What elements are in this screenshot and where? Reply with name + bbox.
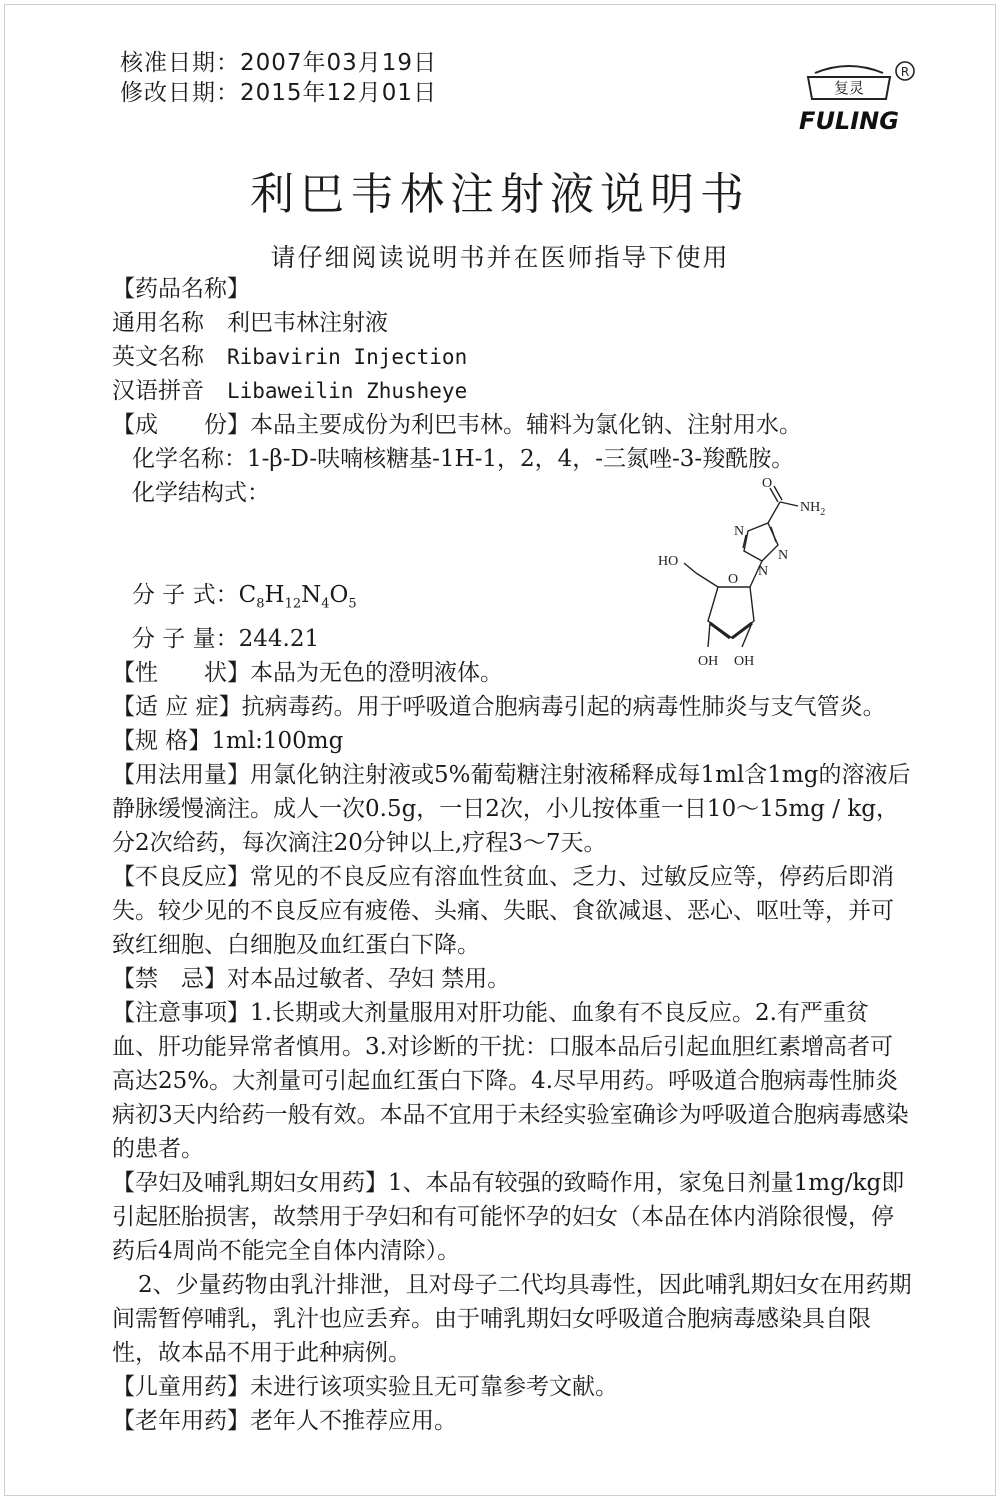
dosage-text: 用氯化钠注射液或5%葡萄糖注射液稀释成每1ml含1mg的溶液后静脉缓慢滴注。成人一次0.5g，一日2次，小儿按体重一日10～15mg / kg，分2次给药，每次滴注20分钟以上,疗程3～7天。 <box>112 761 911 856</box>
adverse-text: 常见的不良反应有溶血性贫血、乏力、过敏反应等，停药后即消失。较少见的不良反应有疲倦、头痛、失眠、食欲减退、恶心、呕吐等，并可致红细胞、白细胞及血红蛋白下降。 <box>112 863 894 958</box>
pregnancy-row <box>112 1166 912 1268</box>
header-dates <box>120 48 437 108</box>
adverse-heading: 【不良反应】 <box>112 863 250 890</box>
struct-ho: HO <box>658 554 679 569</box>
geriatric-row <box>112 1404 912 1438</box>
english-name-value: Ribavirin Injection <box>227 345 468 369</box>
struct-n-bottom: N <box>758 564 769 579</box>
formula-h: H <box>264 582 285 608</box>
revision-date: 修改日期：2015年12月01日 <box>120 80 438 106</box>
generic-name-label: 通用名称 <box>112 310 204 336</box>
page-title: 利巴韦林注射液说明书 <box>250 169 750 220</box>
composition-heading: 【成 份】 <box>112 412 250 438</box>
pregnancy-heading: 【孕妇及哺乳期妇女用药】 <box>112 1169 388 1196</box>
precautions-row <box>112 996 912 1166</box>
precautions-heading: 【注意事项】 <box>112 999 250 1026</box>
approval-date: 核准日期：2007年03月19日 <box>120 50 438 76</box>
english-name-label: 英文名称 <box>112 344 204 370</box>
formula-label: 分 子 式： <box>132 582 239 608</box>
pregnancy-text-2: 2、少量药物由乳汁排泄，且对母子二代均具毒性，因此哺乳期妇女在用药期间需暂停哺乳，乳汁也应丢弃。由于哺乳期妇女呼吸道合胞病毒感染具自限性，故本品不用于此种病例。 <box>112 1271 912 1366</box>
struct-n-right: N <box>778 548 789 563</box>
indications-heading: 【适 应 症】 <box>112 693 242 720</box>
pinyin-value: Libaweilin Zhusheye <box>227 379 468 403</box>
pinyin-row <box>112 374 912 408</box>
molecular-weight: 分 子 量：244.21 <box>132 625 320 652</box>
composition-text: 本品主要成份为利巴韦林。辅料为氯化钠、注射用水。 <box>250 412 802 438</box>
pediatric-heading: 【儿童用药】 <box>112 1373 250 1400</box>
fuling-logo <box>790 55 920 135</box>
formula-n: N <box>301 582 322 608</box>
english-name-row <box>112 340 912 374</box>
specification-text: 1ml:100mg <box>211 727 344 754</box>
formula-o-count: 5 <box>348 596 357 612</box>
contraindications-row <box>112 962 912 996</box>
properties-heading: 【性 状】 <box>112 659 250 686</box>
adverse-row <box>112 860 912 962</box>
dosage-row <box>112 758 912 860</box>
formula-c-count: 8 <box>256 596 265 612</box>
logo-registered: R <box>900 65 910 79</box>
geriatric-text: 老年人不推荐应用。 <box>250 1407 457 1434</box>
struct-oh-right: OH <box>734 654 755 669</box>
structure-label: 化学结构式： <box>132 480 270 506</box>
struct-o-carbonyl: O <box>762 476 773 491</box>
formula-value <box>238 582 357 612</box>
contraindications-heading: 【禁 忌】 <box>112 965 227 992</box>
logo-brand-en: FULING <box>799 107 899 135</box>
specification-row <box>112 724 912 758</box>
page-subtitle: 请仔细阅读说明书并在医师指导下使用 <box>270 243 730 272</box>
formula-h-count: 12 <box>284 596 302 612</box>
chemical-name: 化学名称：1-β-D-呋喃核糖基-1H-1，2，4，-三氮唑-3-羧酰胺。 <box>132 446 795 472</box>
indications-row <box>112 690 912 724</box>
pediatric-text: 未进行该项实验且无可靠参考文献。 <box>250 1373 618 1400</box>
pinyin-label: 汉语拼音 <box>112 378 204 404</box>
leaflet-body <box>112 272 912 1438</box>
precautions-text: 1.长期或大剂量服用对肝功能、血象有不良反应。2.有严重贫血、肝功能异常者慎用。3.对诊断的干扰：口服本品后引起血胆红素增高者可高达25%。大剂量可引起血红蛋白下降。4.尽早用药。呼吸道合胞病毒性肺炎病初3天内给药一般有效。本品不宜用于未经实验室确诊为呼吸道合胞病毒感染的患者。 <box>112 999 909 1162</box>
ribavirin-structure <box>650 475 870 675</box>
generic-name-row <box>112 306 912 340</box>
contraindications-text: 对本品过敏者、孕妇 禁用。 <box>227 965 511 992</box>
pediatric-row <box>112 1370 912 1404</box>
specification-heading: 【规 格】 <box>112 727 212 754</box>
struct-nh2-sub: 2 <box>820 507 826 518</box>
generic-name-value: 利巴韦林注射液 <box>227 310 388 336</box>
struct-n-left: N <box>734 524 745 539</box>
formula-o: O <box>329 582 349 608</box>
indications-text: 抗病毒药。用于呼吸道合胞病毒引起的病毒性肺炎与支气管炎。 <box>241 693 886 720</box>
struct-nh2 <box>800 500 825 518</box>
properties-text: 本品为无色的澄明液体。 <box>250 659 503 686</box>
geriatric-heading: 【老年用药】 <box>112 1407 250 1434</box>
drug-name-heading: 【药品名称】 <box>112 276 250 302</box>
formula-c: C <box>238 582 257 608</box>
dosage-heading: 【用法用量】 <box>112 761 250 788</box>
pregnancy-text-1: 1、本品有较强的致畸作用，家兔日剂量1mg/kg即引起胚胎损害，故禁用于孕妇和有可能怀孕的妇女（本品在体内消除很慢，停药后4周尚不能完全自体内清除）。 <box>112 1169 905 1264</box>
struct-oh-left: OH <box>698 654 719 669</box>
struct-nh2-main: NH <box>800 500 821 515</box>
composition-row <box>112 408 912 442</box>
logo-brand-cn: 复灵 <box>833 79 865 97</box>
formula-n-count: 4 <box>321 596 330 612</box>
struct-o-ring: O <box>728 572 739 587</box>
